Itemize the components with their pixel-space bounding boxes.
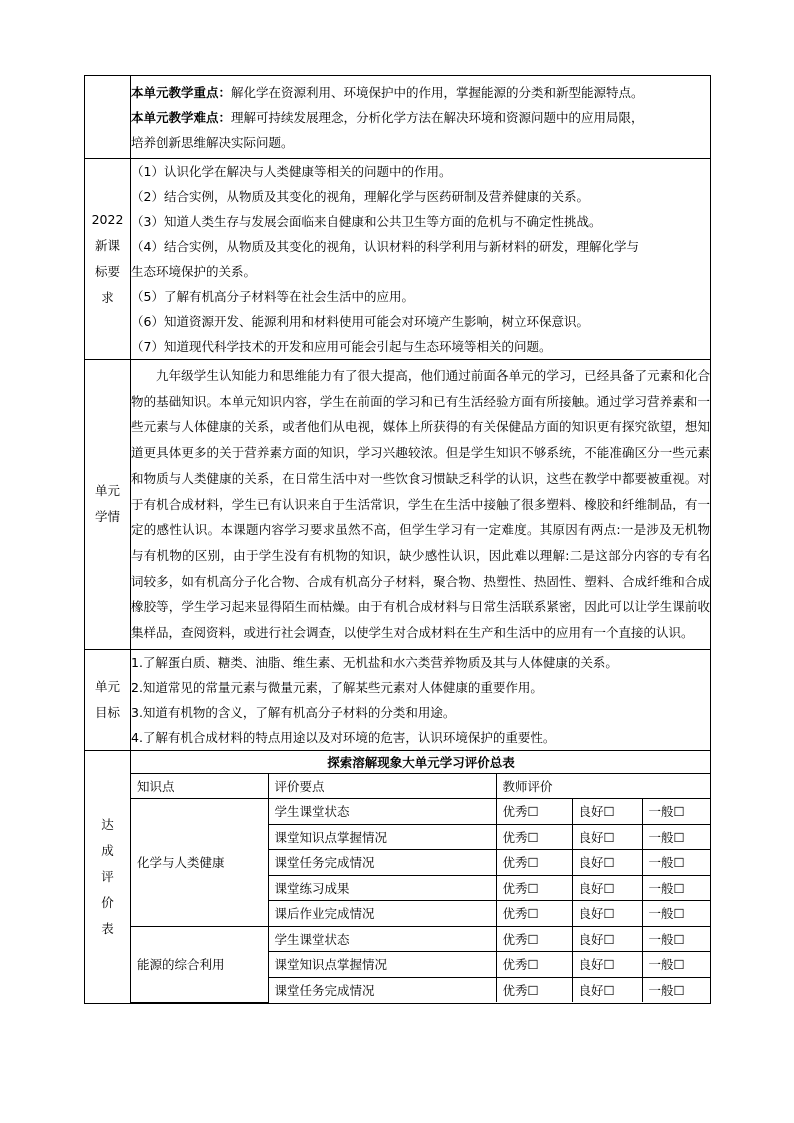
standard-item: （4）结合实例，从物质及其变化的视角，认识材料的科学利用与新材料的研发，理解化学与: [131, 239, 639, 254]
rating-good[interactable]: 良好☐: [572, 799, 642, 825]
criteria-cell: 学生课堂状态: [268, 926, 496, 952]
criteria-cell: 课堂知识点掌握情况: [268, 824, 496, 850]
rating-good[interactable]: 良好☐: [572, 850, 642, 876]
rating-excellent[interactable]: 优秀☐: [496, 875, 572, 901]
evaluation-table: [131, 751, 711, 1003]
focus-label: 本单元教学重点：: [131, 85, 232, 100]
rating-average[interactable]: 一般☐: [642, 824, 711, 850]
rating-good[interactable]: 良好☐: [572, 926, 642, 952]
table-row: [131, 926, 711, 952]
rating-good[interactable]: 良好☐: [572, 952, 642, 978]
lesson-plan-table: [84, 75, 711, 1004]
standard-item: （5）了解有机高分子材料等在社会生活中的应用。: [131, 289, 414, 304]
standards-content: [131, 159, 711, 360]
rating-average[interactable]: 一般☐: [642, 901, 711, 927]
criteria-cell: 课堂知识点掌握情况: [268, 952, 496, 978]
learning-paragraph: 九年级学生认知能力和思维能力有了很大提高，他们通过前面各单元的学习，已经具备了元素和化合物的基础知识。本单元知识内容，学生在前面的学习和已有生活经验方面有所接触。通过学习营养素和一些元素与人体健康的关系，或者他们从电视，媒体上所获得的有关保健品方面的知识更有探究欲望，想知道更具体更多的关于营养素方面的知识，学习兴趣较浓。但是学生知识不够系统，不能准确区分一些元素和物质与人类健康的关系，在日常生活中对一些饮食习惯缺乏科学的认识，这些在教学中都要被重视。对于有机合成材料，学生已有认识来自于生活常识，学生在生活中接触了很多塑料、橡胶和纤维制品，有一定的感性认识。本课题内容学习要求虽然不高，但学生学习有一定难度。其原因有两点:一是涉及无机物与有机物的区别，由于学生没有有机物的知识，缺少感性认识，因此难以理解:二是这部分内容的专有名词较多，如有机高分子化合物、合成有机高分子材料，聚合物、热塑性、热固性、塑料、合成纤维和合成橡胶等，学生学习起来显得陌生而枯燥。由于有机合成材料与日常生活联系紧密，因此可以让学生课前收集样品，查阅资料，或进行社会调查，以使学生对合成材料在生产和生活中的应用有一个直接的认识。: [131, 368, 710, 641]
goal-item: 1.了解蛋白质、糖类、油脂、维生素、无机盐和水六类营养物质及其与人体健康的关系。: [131, 654, 618, 670]
criteria-cell: 课堂任务完成情况: [268, 850, 496, 876]
goal-item: 3.知道有机物的含义，了解有机高分子材料的分类和用途。: [131, 704, 456, 720]
goals-label: 单元 目标: [85, 649, 131, 750]
rating-average[interactable]: 一般☐: [642, 926, 711, 952]
evaluation-header-row: [131, 773, 711, 799]
rating-average[interactable]: 一般☐: [642, 850, 711, 876]
standard-item: 生态环境保护的关系。: [131, 264, 257, 279]
rating-good[interactable]: 良好☐: [572, 824, 642, 850]
rating-good[interactable]: 良好☐: [572, 901, 642, 927]
rating-excellent[interactable]: 优秀☐: [496, 799, 572, 825]
difficulty-label: 本单元教学难点：: [131, 110, 232, 125]
goals-row: [85, 649, 711, 750]
focus-content-cell: [131, 76, 711, 159]
rating-excellent[interactable]: 优秀☐: [496, 952, 572, 978]
criteria-cell: 学生课堂状态: [268, 799, 496, 825]
rating-excellent[interactable]: 优秀☐: [496, 824, 572, 850]
goal-item: 4.了解有机合成材料的特点用途以及对环境的危害，认识环境保护的重要性。: [131, 729, 556, 745]
evaluation-title: 探索溶解现象大单元学习评价总表: [131, 751, 711, 774]
rating-excellent[interactable]: 优秀☐: [496, 850, 572, 876]
goal-item: 2.知道常见的常量元素与微量元素，了解某些元素对人体健康的重要作用。: [131, 679, 543, 695]
criteria-cell: 课后作业完成情况: [268, 901, 496, 927]
learning-content: [131, 360, 711, 650]
evaluation-row: [85, 750, 711, 1003]
focus-label-cell: [85, 76, 131, 159]
rating-excellent[interactable]: 优秀☐: [496, 901, 572, 927]
learning-row: [85, 360, 711, 650]
difficulty-line-2: 培养创新思维解决实际问题。: [131, 135, 294, 150]
rating-excellent[interactable]: 优秀☐: [496, 977, 572, 1002]
standard-item: （2）结合实例，从物质及其变化的视角，理解化学与医药研制及营养健康的关系。: [131, 189, 589, 204]
rating-good[interactable]: 良好☐: [572, 977, 642, 1002]
standard-item: （6）知道资源开发、能源利用和材料使用可能会对环境产生影响，树立环保意识。: [131, 314, 589, 329]
rating-average[interactable]: 一般☐: [642, 799, 711, 825]
standard-item: （7）知道现代科学技术的开发和应用可能会引起与生态环境等相关的问题。: [131, 339, 552, 354]
evaluation-cell: [131, 750, 711, 1003]
standards-label: 2022 新课 标要 求: [85, 159, 131, 360]
difficulty-line: [131, 105, 710, 130]
evaluation-label: 达 成 评 价 表: [85, 750, 131, 1003]
rating-good[interactable]: 良好☐: [572, 875, 642, 901]
knowledge-health: 化学与人类健康: [131, 799, 268, 927]
focus-row: [85, 76, 711, 159]
criteria-cell: 课堂练习成果: [268, 875, 496, 901]
rating-average[interactable]: 一般☐: [642, 875, 711, 901]
standard-item: （3）知道人类生存与发展会面临来自健康和公共卫生等方面的危机与不确定性挑战。: [131, 214, 602, 229]
header-criteria: 评价要点: [268, 773, 496, 799]
goals-content: [131, 649, 711, 750]
difficulty-text: 理解可持续发展理念，分析化学方法在解决环境和资源问题中的应用局限，: [231, 110, 644, 125]
focus-line: [131, 80, 710, 105]
rating-excellent[interactable]: 优秀☐: [496, 926, 572, 952]
standards-row: [85, 159, 711, 360]
rating-average[interactable]: 一般☐: [642, 977, 711, 1002]
standard-item: （1）认识化学在解决与人类健康等相关的问题中的作用。: [131, 164, 452, 179]
criteria-cell: 课堂任务完成情况: [268, 977, 496, 1002]
header-knowledge: 知识点: [131, 773, 268, 799]
knowledge-energy: 能源的综合利用: [131, 926, 268, 1002]
table-row: [131, 799, 711, 825]
learning-label: 单元 学情: [85, 360, 131, 650]
rating-average[interactable]: 一般☐: [642, 952, 711, 978]
focus-text: 解化学在资源利用、环境保护中的作用，掌握能源的分类和新型能源特点。: [231, 85, 644, 100]
header-teacher: 教师评价: [496, 773, 711, 799]
